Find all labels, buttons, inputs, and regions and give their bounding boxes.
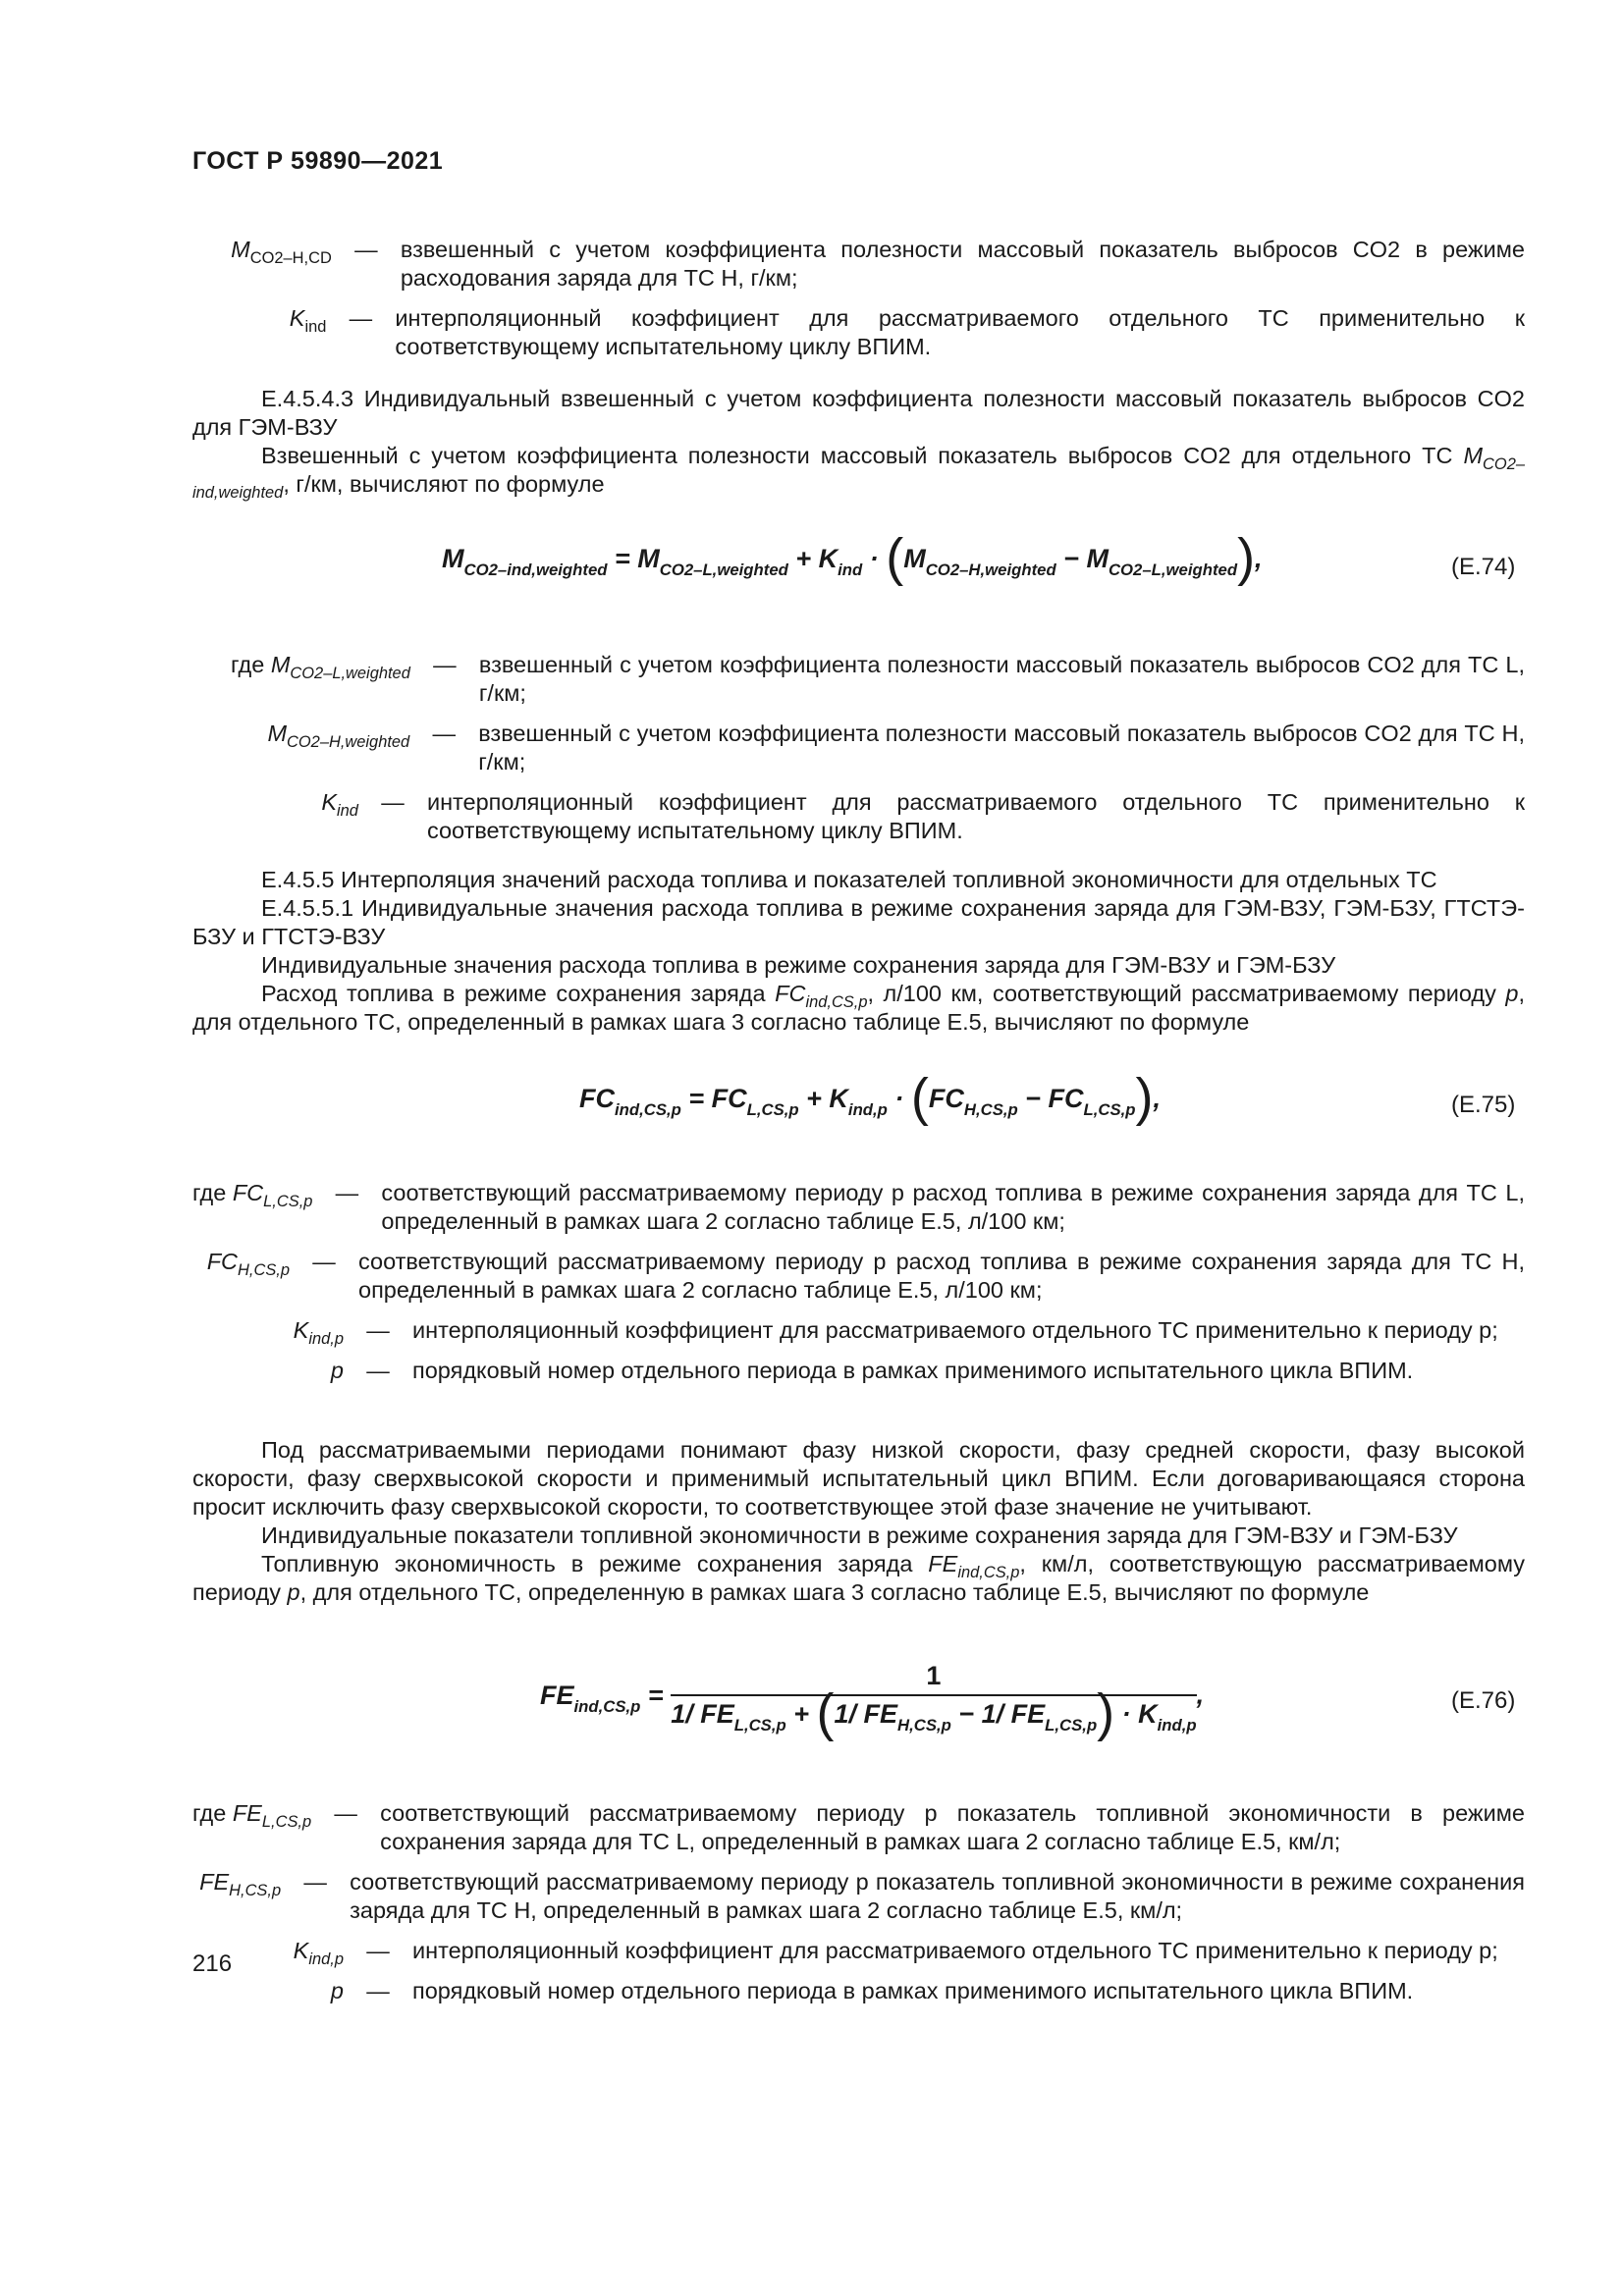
- definition-symbol: где $M_{CO2-L,weighted}$: [230, 652, 410, 682]
- definition-symbol: $M_{CO2-H,weighted}$: [267, 721, 410, 751]
- definition-symbol: где $FE_{L,CS,p}$: [192, 1800, 312, 1831]
- page-number: 216: [192, 1950, 233, 1977]
- definition-item: [192, 720, 1525, 776]
- definition-item: [192, 304, 1525, 361]
- definition-item: [192, 1357, 1525, 1385]
- formula-number: (Е.75): [1451, 1092, 1516, 1118]
- section-fuel-economy: [192, 1436, 1525, 1607]
- definition-text: взвешенный с учетом коэффициента полезности массовый показатель выбросов CO2 для ТС H, г/км;: [478, 721, 1525, 774]
- dash-separator: —: [354, 237, 378, 262]
- document-header: ГОСТ Р 59890—2021: [192, 147, 444, 175]
- definition-item: [192, 1179, 1525, 1236]
- definition-symbol: p: [330, 1978, 344, 2003]
- dash-separator: —: [334, 1800, 357, 1826]
- definition-item: [192, 1937, 1525, 1968]
- definition-text: соответствующий рассматриваемому периоду p расход топлива в режиме сохранения заряда для ТС L, определенный в рамках шага 2 согласно таблице Е.5, л/100 км;: [381, 1180, 1525, 1234]
- section-e4543: [192, 385, 1525, 502]
- definition-text: взвешенный с учетом коэффициента полезности массовый показатель выбросов CO2 для ТС L, г/км;: [478, 652, 1525, 706]
- formula-number: (Е.76): [1451, 1687, 1516, 1714]
- paragraph: Топливную экономичность в режиме сохранения заряда $FE_{ind,CS,p}$, км/л, соответствующую рассматриваемому периоду p, для отдельного ТС, определенную в рамках шага 3 согласно таблице Е.5, вычисляют по формуле: [192, 1551, 1525, 1605]
- section-heading: Е.4.5.4.3 Индивидуальный взвешенный с учетом коэффициента полезности массовый показатель выбросов CO2 для ГЭМ-ВЗУ: [192, 386, 1525, 440]
- definition-item: [192, 1868, 1525, 1925]
- definition-symbol: $FC_{H,CS,p}$: [206, 1249, 291, 1279]
- formula-e76: $FE_{ind,CS,p}$ = $\frac{1}{1/ FE_{L,CS,p} + (1/ FE_{H,CS,p} - 1/ FE_{L,CS,p}) \cdot K_{ind,p}}$ ,: [540, 1661, 1205, 1742]
- definition-symbol: $K_{ind,p}$: [293, 1938, 344, 1968]
- definition-item: [192, 1799, 1525, 1856]
- paragraph: Расход топлива в режиме сохранения заряда $FC_{ind,CS,p}$, л/100 км, соответствующий рассматриваемому периоду p, для отдельного ТС, определенный в рамках шага 3 согласно таблице Е.5, вычисляют по формуле: [192, 981, 1525, 1035]
- definition-text: интерполяционный коэффициент для рассматриваемого отдельного ТС применительно к периоду p;: [412, 1317, 1498, 1343]
- dash-separator: —: [432, 721, 456, 746]
- definition-text: порядковый номер отдельного периода в рамках применимого испытательного цикла ВПИМ.: [412, 1978, 1414, 2003]
- dash-separator: —: [335, 1180, 359, 1205]
- definition-symbol: $K_{ind}$: [289, 305, 327, 336]
- formula-e75: $FC_{ind,CS,p} = FC_{L,CS,p} + K_{ind,p} \cdot (FC_{H,CS,p} - FC_{L,CS,p})$,: [579, 1068, 1161, 1127]
- definition-item: [192, 1248, 1525, 1305]
- definition-text: взвешенный с учетом коэффициента полезности массовый показатель выбросов CO2 в режиме расходования заряда для ТС H, г/км;: [400, 237, 1525, 291]
- definition-item: [192, 1316, 1525, 1348]
- definition-item: [192, 788, 1525, 845]
- fraction-denominator: 1/ $FE_{L,CS,p} + (1/$ $FE_{H,CS,p} - 1/$ $FE_{L,CS,p}) \cdot K_{ind,p}$: [671, 1683, 1197, 1742]
- section-heading: Е.4.5.5 Интерполяция значений расхода топлива и показателей топливной экономичности для отдельных ТС: [261, 867, 1437, 892]
- definitions-block-1: [192, 236, 1525, 373]
- dash-separator: —: [381, 789, 405, 815]
- definitions-block-3: [192, 1179, 1525, 1397]
- definition-text: соответствующий рассматриваемому периоду p расход топлива в режиме сохранения заряда для ТС H, определенный в рамках шага 2 согласно таблице Е.5, л/100 км;: [358, 1249, 1525, 1303]
- definition-text: соответствующий рассматриваемому периоду p показатель топливной экономичности в режиме сохранения заряда для ТС H, определенный в рамках шага 2 согласно таблице Е.5, км/л;: [350, 1869, 1525, 1923]
- paragraph: Индивидуальные значения расхода топлива в режиме сохранения заряда для ГЭМ-ВЗУ и ГЭМ-БЗУ: [261, 952, 1336, 978]
- dash-separator: —: [366, 1978, 390, 2003]
- definition-text: интерполяционный коэффициент для рассматриваемого отдельного ТС применительно к соответствующему испытательному циклу ВПИМ.: [395, 305, 1525, 359]
- definition-symbol: $FE_{H,CS,p}$: [199, 1869, 282, 1899]
- dash-separator: —: [433, 652, 457, 677]
- definition-item: [192, 651, 1525, 708]
- definition-symbol: $K_{ind}$: [321, 789, 358, 820]
- definition-item: [192, 1977, 1525, 2005]
- section-e455: [192, 866, 1525, 1037]
- paragraph: Индивидуальные показатели топливной экономичности в режиме сохранения заряда для ГЭМ-ВЗУ и ГЭМ-БЗУ: [261, 1522, 1458, 1548]
- dash-separator: —: [349, 305, 373, 331]
- definition-text: порядковый номер отдельного периода в рамках применимого испытательного цикла ВПИМ.: [412, 1358, 1414, 1383]
- definition-text: интерполяционный коэффициент для рассматриваемого отдельного ТС применительно к периоду p;: [412, 1938, 1498, 1963]
- definitions-block-4: [192, 1799, 1525, 2017]
- definitions-block-2: [192, 651, 1525, 857]
- paragraph: Под рассматриваемыми периодами понимают фазу низкой скорости, фазу средней скорости, фазу высокой скорости, фазу сверхвысокой скорости и применимый испытательный цикл ВПИМ. Если договаривающаяся сторона просит исключить фазу сверхвысокой скорости, то соответствующее этой фазе значение не учитывают.: [192, 1437, 1525, 1520]
- paragraph: Взвешенный с учетом коэффициента полезности массовый показатель выбросов CO2 для отдельного ТС $M_{CO2-ind,weighted}$, г/км, вычисляют по формуле: [192, 443, 1525, 502]
- dash-separator: —: [312, 1249, 336, 1274]
- formula-number: (Е.74): [1451, 554, 1516, 580]
- definition-text: соответствующий рассматриваемому периоду p показатель топливной экономичности в режиме сохранения заряда для ТС L, определенный в рамках шага 2 согласно таблице Е.5, км/л;: [380, 1800, 1525, 1854]
- definition-item: [192, 236, 1525, 293]
- definition-text: интерполяционный коэффициент для рассматриваемого отдельного ТС применительно к соответствующему испытательному циклу ВПИМ.: [426, 789, 1525, 843]
- definition-symbol: где $FC_{L,CS,p}$: [192, 1180, 313, 1210]
- dash-separator: —: [366, 1358, 390, 1383]
- definition-symbol: $M_{CO2-H,CD}$: [231, 237, 332, 267]
- fraction: [671, 1661, 1197, 1742]
- formula-e74: $M_{CO2-ind,weighted} = M_{CO2-L,weighted} + K_{ind} \cdot (M_{CO2-H,weighted} - M_{CO2-L,weighted})$,: [442, 528, 1263, 587]
- fraction-numerator: 1: [671, 1662, 1196, 1696]
- definition-symbol: p: [330, 1358, 344, 1383]
- dash-separator: —: [303, 1869, 327, 1895]
- subsection-heading: Е.4.5.5.1 Индивидуальные значения расхода топлива в режиме сохранения заряда для ГЭМ-ВЗУ, ГЭМ-БЗУ, ГТСТЭ-БЗУ и ГТСТЭ-ВЗУ: [192, 895, 1525, 949]
- dash-separator: —: [366, 1317, 390, 1343]
- definition-symbol: $K_{ind,p}$: [293, 1317, 344, 1348]
- dash-separator: —: [366, 1938, 390, 1963]
